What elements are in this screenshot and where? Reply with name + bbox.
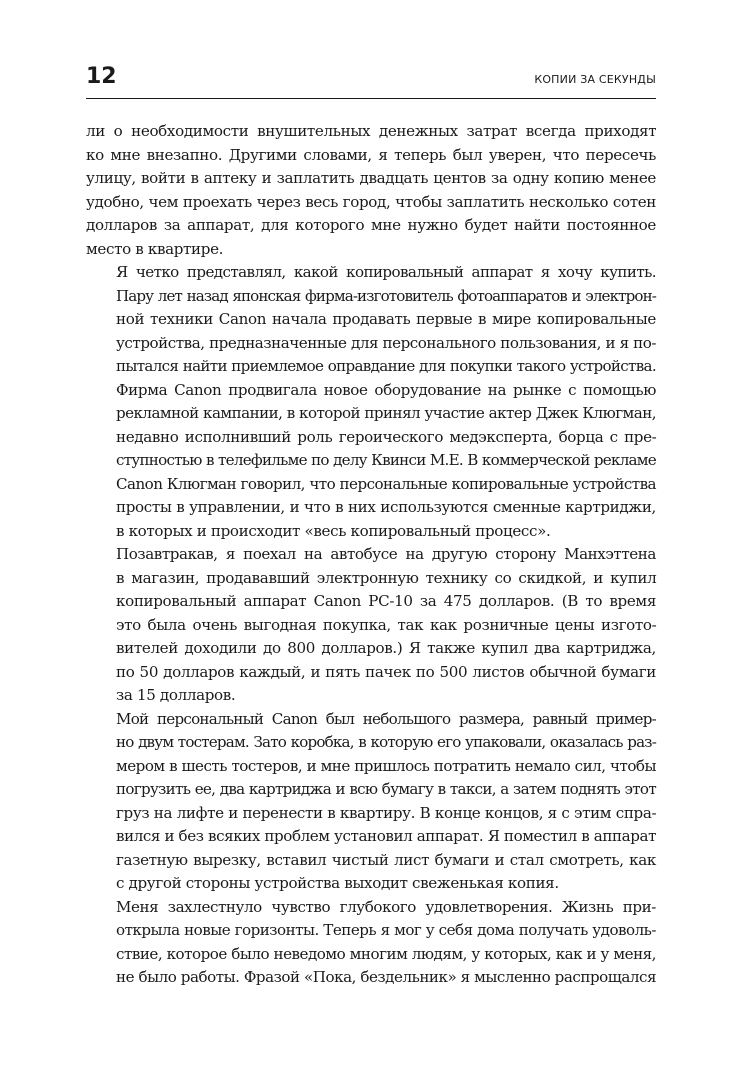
text-line: рекламной кампании, в которой принял участие актер Джек Клюгман, bbox=[116, 404, 656, 422]
paragraph bbox=[86, 708, 656, 896]
running-title: КОПИИ ЗА СЕКУНДЫ bbox=[534, 73, 656, 86]
text-line: груз на лифте и перенести в квартиру. В конце концов, я с этим спра- bbox=[116, 803, 657, 822]
paragraph bbox=[86, 261, 656, 543]
text-line: за 15 долларов. bbox=[116, 686, 236, 704]
text-line: долларов за аппарат, для которого мне нужно будет найти постоянное bbox=[86, 216, 656, 234]
text-line: пытался найти приемлемое оправдание для покупки такого устройства. bbox=[116, 357, 656, 375]
text-line: Мой персональный Canon был небольшого размера, равный пример- bbox=[116, 709, 656, 728]
text-line: по 50 долларов каждый, и пять пачек по 500 листов обычной бумаги bbox=[116, 662, 656, 681]
page-header bbox=[86, 62, 656, 99]
text-line: Меня захлестнуло чувство глубокого удовлетворения. Жизнь при- bbox=[116, 897, 656, 916]
text-line: в которых и происходит «весь копировальный процесс». bbox=[116, 521, 551, 540]
text-line: Позавтракав, я поехал на автобусе на другую сторону Манхэттена bbox=[116, 545, 656, 563]
text-line: Пару лет назад японская фирма-изготовитель фотоаппаратов и электрон- bbox=[116, 286, 656, 305]
text-line: в магазин, продававший электронную технику со скидкой, и купил bbox=[116, 568, 657, 587]
text-line: устройства, предназначенные для персонального пользования, и я по- bbox=[116, 333, 656, 352]
text-line: не было работы. Фразой «Пока, бездельник» я мысленно распрощался bbox=[116, 968, 656, 986]
text-line: улицу, войти в аптеку и заплатить двадцать центов за одну копию менее bbox=[86, 169, 656, 187]
text-line: просты в управлении, и что в них используются сменные картриджи, bbox=[116, 498, 656, 516]
page-number: 12 bbox=[86, 64, 117, 89]
text-line: копировальный аппарат Canon PC-10 за 475 долларов. (В то время bbox=[116, 592, 656, 610]
text-line: это была очень выгодная покупка, так как розничные цены изгото- bbox=[116, 615, 657, 634]
text-line: ко мне внезапно. Другими словами, я теперь был уверен, что пересечь bbox=[86, 145, 657, 164]
text-line: газетную вырезку, вставил чистый лист бумаги и стал смотреть, как bbox=[116, 850, 656, 869]
text-line: Canon Клюгман говорил, что персональные копировальные устройства bbox=[116, 474, 656, 493]
text-line: вился и без всяких проблем установил аппарат. Я поместил в аппарат bbox=[116, 827, 656, 845]
text-line: удобно, чем проехать через весь город, чтобы заплатить несколько сотен bbox=[86, 192, 656, 211]
paragraph bbox=[86, 896, 656, 990]
text-line: погрузить ее, два картриджа и всю бумагу в такси, а затем поднять этот bbox=[116, 780, 656, 798]
text-line: но двум тостерам. Зато коробка, в которую его упаковали, оказалась раз- bbox=[116, 733, 656, 751]
text-line: Я четко представлял, какой копировальный аппарат я хочу купить. bbox=[116, 263, 656, 281]
text-line: ствие, которое было неведомо многим людям, у которых, как и у меня, bbox=[116, 944, 656, 963]
text-line: с другой стороны устройства выходит свеженькая копия. bbox=[116, 874, 559, 892]
text-line: место в квартире. bbox=[86, 239, 224, 258]
body-text bbox=[86, 120, 656, 990]
paragraph bbox=[86, 543, 656, 708]
text-line: ли о необходимости внушительных денежных затрат всегда приходят bbox=[86, 122, 657, 140]
text-line: недавно исполнивший роль героического медэксперта, борца с пре- bbox=[116, 427, 657, 446]
text-line: открыла новые горизонты. Теперь я мог у себя дома получать удоволь- bbox=[116, 921, 656, 939]
text-line: ной техники Canon начала продавать первые в мире копировальные bbox=[116, 310, 656, 328]
paragraph bbox=[86, 120, 656, 261]
text-line: ступностью в телефильме по делу Квинси М.Е. В коммерческой рекламе bbox=[116, 451, 656, 469]
text-line: мером в шесть тостеров, и мне пришлось потратить немало сил, чтобы bbox=[116, 756, 656, 775]
text-line: вителей доходили до 800 долларов.) Я также купил два картриджа, bbox=[116, 639, 656, 657]
text-line: Фирма Canon продвигала новое оборудование на рынке с помощью bbox=[116, 380, 656, 399]
